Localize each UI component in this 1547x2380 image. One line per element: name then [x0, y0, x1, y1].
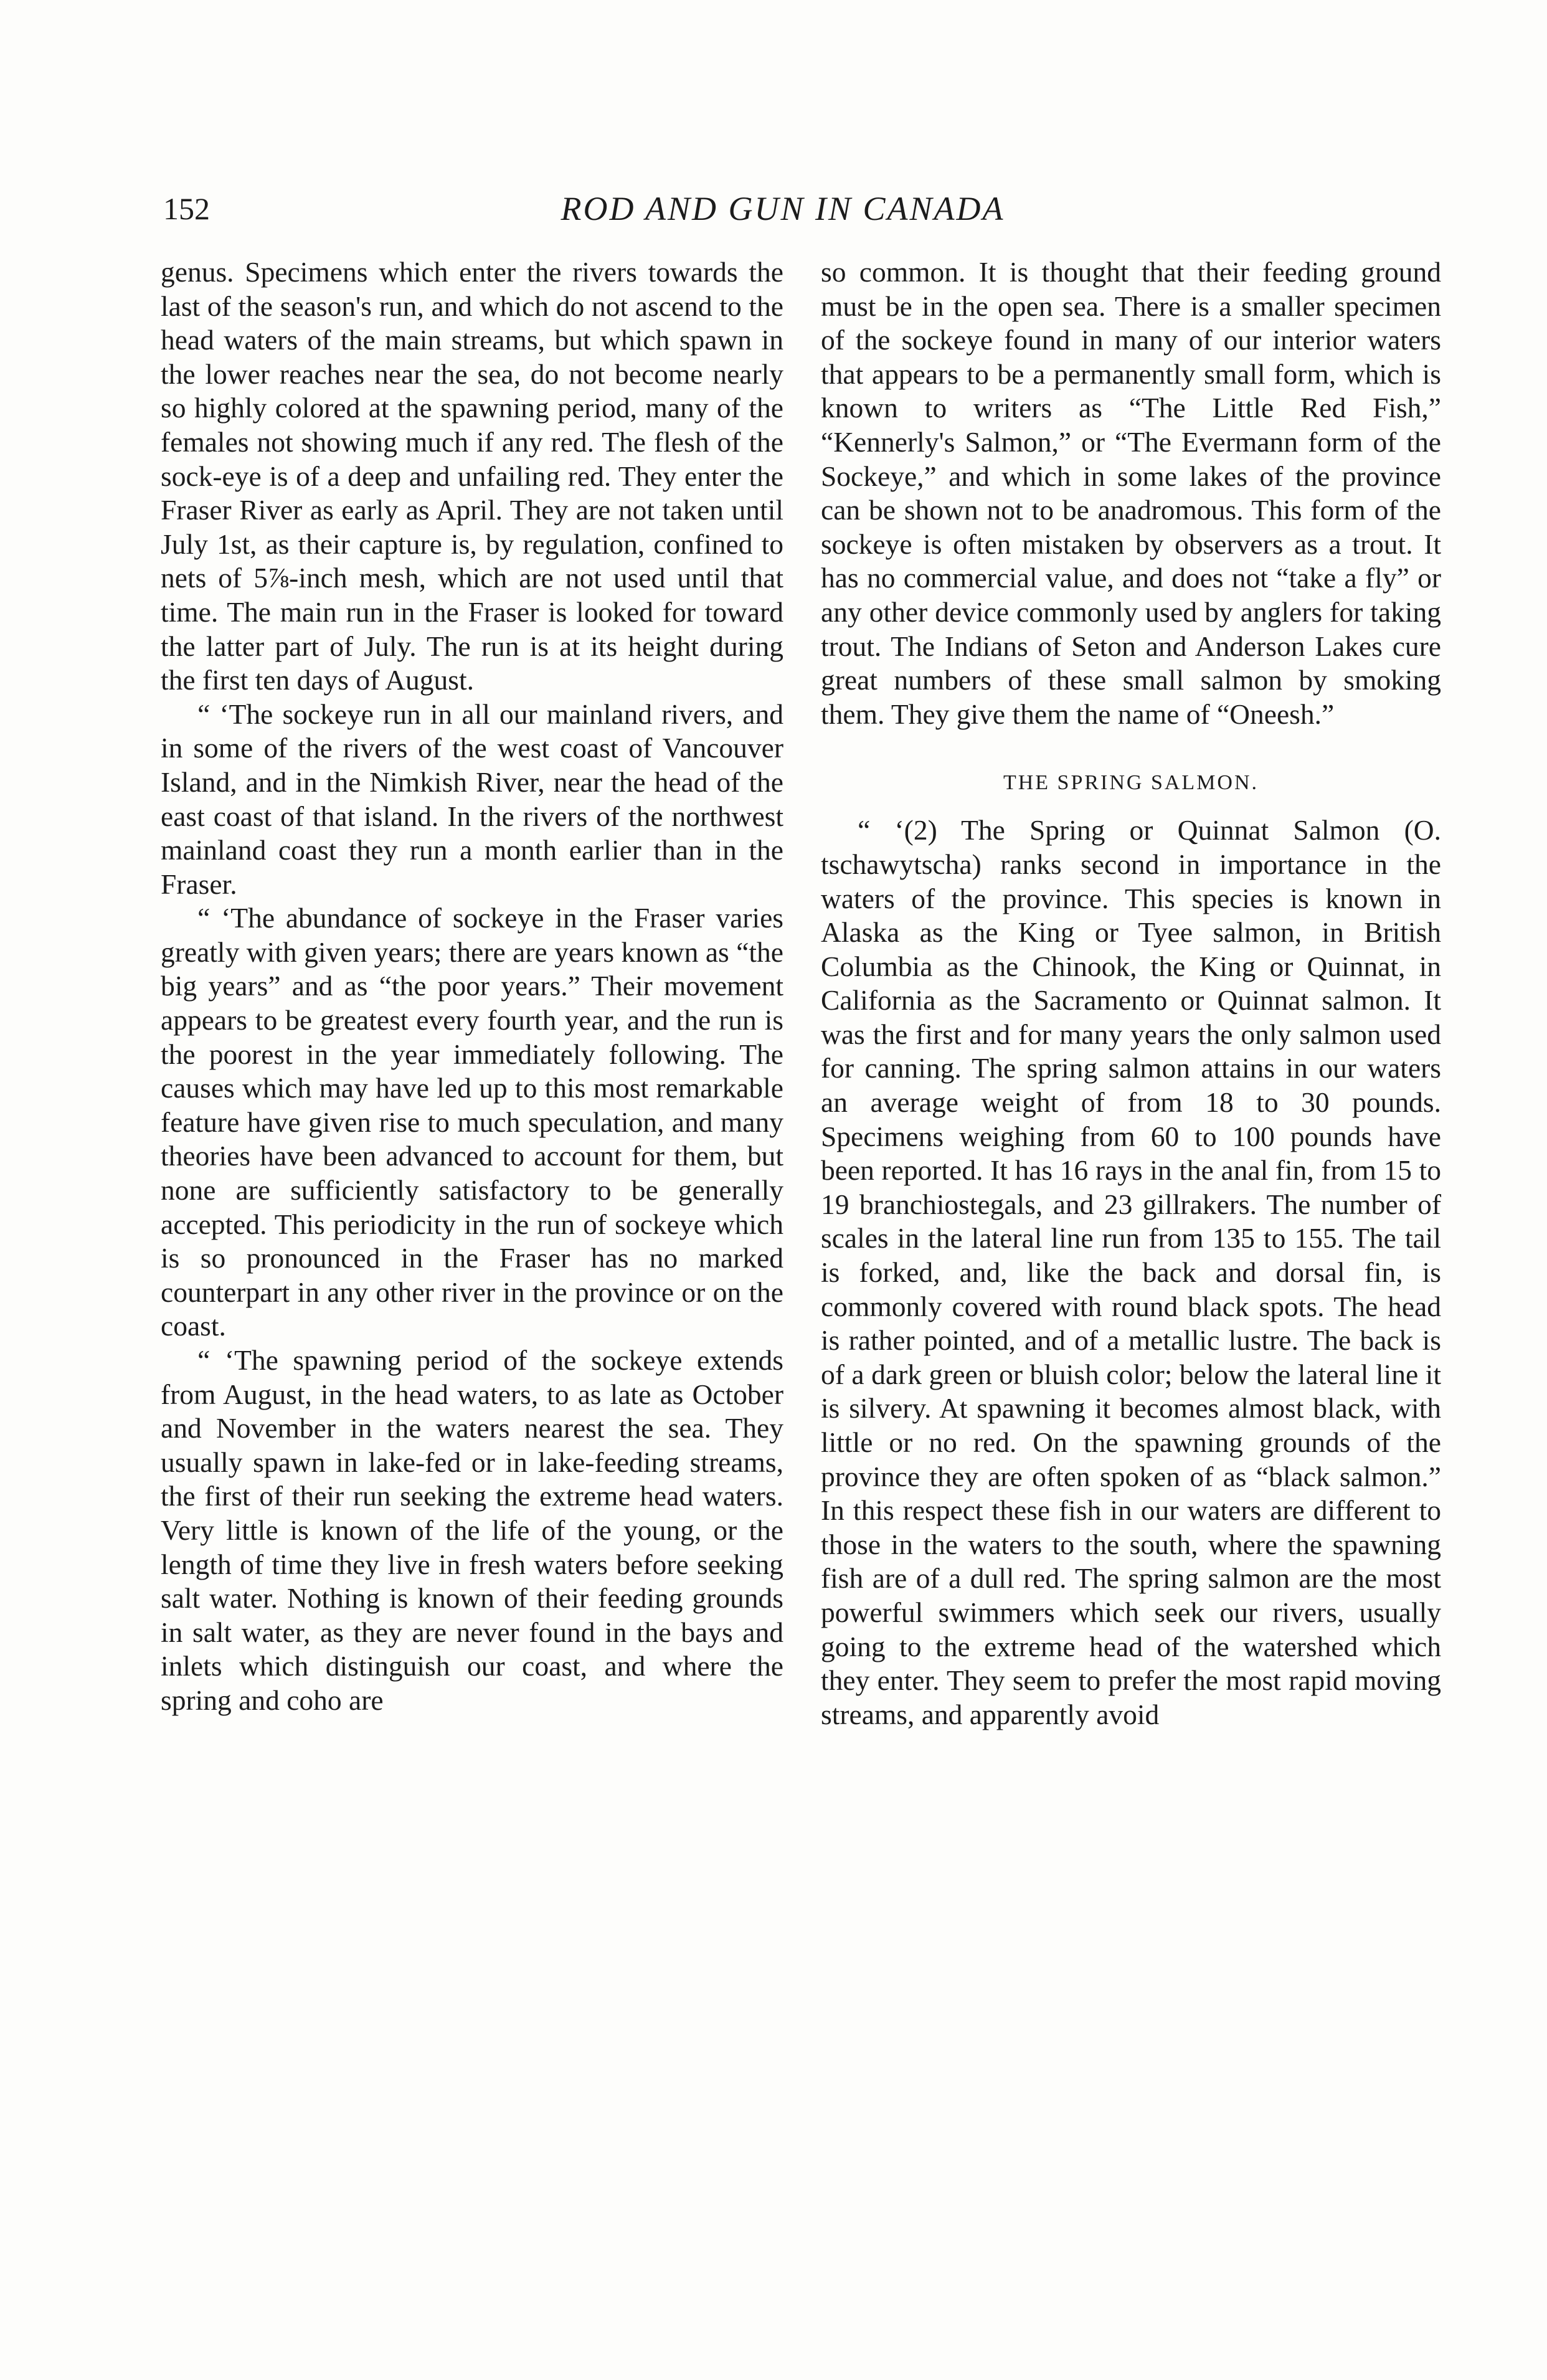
paragraph: “ ‘The abundance of sockeye in the Fraser varies greatly with given years; there are years known as “the big years” and as “the poor years.” Their movement appears to be greatest every fourth year, and the run is the poorest in the year immediately following. The causes which may have led up to this most remarkable feature have given rise to much speculation, and many theories have been advanced to account for them, but none are sufficiently satisfactory to be generally accepted. This periodicity in the run of sockeye which is so pronounced in the Fraser has no marked counterpart in any other river in the province or on the coast. [161, 902, 783, 1342]
left-column [161, 255, 783, 1718]
section-heading: THE SPRING SALMON. [1003, 771, 1259, 795]
paragraph: genus. Specimens which enter the rivers towards the last of the season's run, and which do not ascend to the head waters of the main streams, but which spawn in the lower reaches near the sea, do not become nearly so highly colored at the spawning period, many of the females not showing much if any red. The flesh of the sock-eye is of a deep and unfailing red. They enter the Fraser River as early as April. They are not taken until July 1st, as their capture is, by regulation, confined to nets of 5⅞-inch mesh, which are not used until that time. The main run in the Fraser is looked for toward the latter part of July. The run is at its height during the first ten days of August. [161, 256, 783, 696]
page-header [163, 190, 1403, 240]
paragraph: “ ‘The spawning period of the sockeye extends from August, in the head waters, to as late as October and November in the waters nearest the sea. They usually spawn in lake-fed or in lake-feeding streams, the first of their run seeking the extreme head waters. Very little is known of the life of the young, or the length of time they live in fresh waters before seeking salt water. Nothing is known of their feeding grounds in salt water, as they are never found in the bays and inlets which distinguish our coast, and where the spring and coho are [161, 1344, 783, 1716]
paragraph: “ ‘(2) The Spring or Quinnat Salmon (O. tschawytscha) ranks second in importance in the waters of the province. This species is known in Alaska as the King or Tyee salmon, in British Columbia as the Chinook, the King or Quinnat, in California as the Sacramento or Quinnat salmon. It was the first and for many years the only salmon used for canning. The spring salmon attains in our waters an average weight of from 18 to 30 pounds. Specimens weighing from 60 to 100 pounds have been reported. It has 16 rays in the anal fin, from 15 to 19 branchiostegals, and 23 gillrakers. The number of scales in the lateral line run from 135 to 155. The tail is forked, and, like the back and dorsal fin, is commonly covered with round black spots. The head is rather pointed, and of a metallic lustre. The back is of a dark green or bluish color; below the lateral line it is silvery. At spawning it becomes almost black, with little or no red. On the spawning grounds of the province they are often spoken of as “black salmon.” In this respect these fish in our waters are different to those in the waters to the south, where the spawning fish are of a dull red. The spring salmon are the most powerful swimmers which seek our rivers, usually going to the extreme head of the watershed which they enter. They seem to prefer the most rapid moving streams, and apparently avoid [821, 814, 1441, 1730]
right-column [821, 255, 1441, 1732]
paragraph: “ ‘The sockeye run in all our mainland rivers, and in some of the rivers of the west coast of Vancouver Island, and in the Nimkish River, near the head of the east coast of that island. In the rivers of the northwest mainland coast they run a month earlier than in the Fraser. [161, 698, 783, 900]
paragraph: so common. It is thought that their feeding ground must be in the open sea. There is a smaller specimen of the sockeye found in many of our interior waters that appears to be a permanently small form, which is known to writers as “The Little Red Fish,” “Kennerly's Salmon,” or “The Evermann form of the Sockeye,” and which in some lakes of the province can be shown not to be anadromous. This form of the sockeye is often mistaken by observers as a trout. It has no commercial value, and does not “take a fly” or any other device commonly used by anglers for taking trout. The Indians of Seton and Anderson Lakes cure great numbers of these small salmon by smoking them. They give them the name of “Oneesh.” [821, 256, 1441, 730]
running-title: ROD AND GUN IN CANADA [561, 190, 1005, 227]
page-number: 152 [163, 191, 210, 226]
